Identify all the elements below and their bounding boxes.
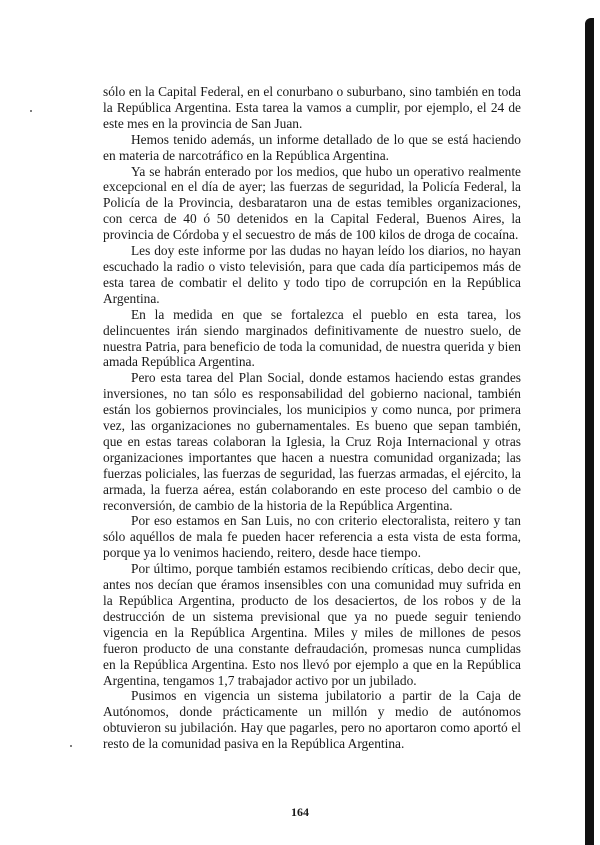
paragraph: Por último, porque también estamos recibiendo críticas, debo decir que, antes nos decían que éramos insensibles con una comunidad muy sufrida en la República Argentina, producto de los desaciertos, de los robos y de la destrucción de un sistema previsional que ya no puede seguir teniendo vigencia en la República Argentina. Miles y miles de millones de pesos fueron producto de una constante defraudación, promesas nunca cumplidas en la República Argentina. Esto nos llevó por ejemplo a que en la República Argentina, tengamos 1,7 trabajador activo por un jubilado. (103, 561, 521, 688)
paragraph: En la medida en que se fortalezca el pueblo en esta tarea, los delincuentes irán siendo marginados definitivamente de nuestro suelo, de nuestra Patria, para beneficio de toda la comunidad, de nuestra querida y bien amada República Argentina. (103, 306, 521, 370)
paragraph: Hemos tenido además, un informe detallado de lo que se está haciendo en materia de narcotráfico en la República Argentina. (103, 131, 521, 163)
scan-speck (70, 745, 72, 747)
paragraph: Les doy este informe por las dudas no hayan leído los diarios, no hayan escuchado la radio o visto televisión, para que cada día participemos más de esta tarea de combatir el delito y todo tipo de corrupción en la República Argentina. (103, 243, 521, 306)
scan-speck (30, 110, 32, 112)
body-text (103, 84, 521, 752)
paragraph: Pusimos en vigencia un sistema jubilatorio a partir de la Caja de Autónomos, donde prácticamente un millón y medio de autónomos obtuvieron su jubilación. Hay que pagarles, pero no aportaron como aportó el resto de la comunidad pasiva en la República Argentina. (103, 688, 521, 752)
paragraph: Ya se habrán enterado por los medios, que hubo un operativo realmente excepcional en el día de ayer; las fuerzas de seguridad, la Policía Federal, la Policía de la Provincia, desbarataron una de estas temibles organizaciones, con cerca de 40 ó 50 detenidos en la Capital Federal, Buenos Aires, la provincia de Córdoba y el secuestro de más de 100 kilos de droga de cocaína. (103, 163, 521, 243)
page-edge-shadow (585, 18, 594, 845)
paragraph: Por eso estamos en San Luis, no con criterio electoralista, reitero y tan sólo aquéllos de mala fe pueden hacer referencia a esta vista de esta forma, porque ya lo venimos haciendo, reitero, desde hace tiempo. (103, 513, 521, 561)
page-number: 164 (291, 805, 309, 819)
paragraph: Pero esta tarea del Plan Social, donde estamos haciendo estas grandes inversiones, no tan sólo es responsabilidad del gobierno nacional, también están los gobiernos provinciales, los municipios y como nunca, por primera vez, las organizaciones no gubernamentales. Es bueno que sepan también, que en estas tareas colaboran la Iglesia, la Cruz Roja Internacional y otras organizaciones importantes que hacen a nuestra comunidad organizada; las fuerzas policiales, las fuerzas de seguridad, las fuerzas armadas, el ejército, la armada, la fuerza aérea, están colaborando en este proceso del cambio o de reconversión, de cambio de la historia de la República Argentina. (103, 370, 521, 513)
paragraph: sólo en la Capital Federal, en el conurbano o suburbano, sino también en toda la República Argentina. Esta tarea la vamos a cumplir, por ejemplo, el 24 de este mes en la provincia de San Juan. (103, 84, 521, 131)
